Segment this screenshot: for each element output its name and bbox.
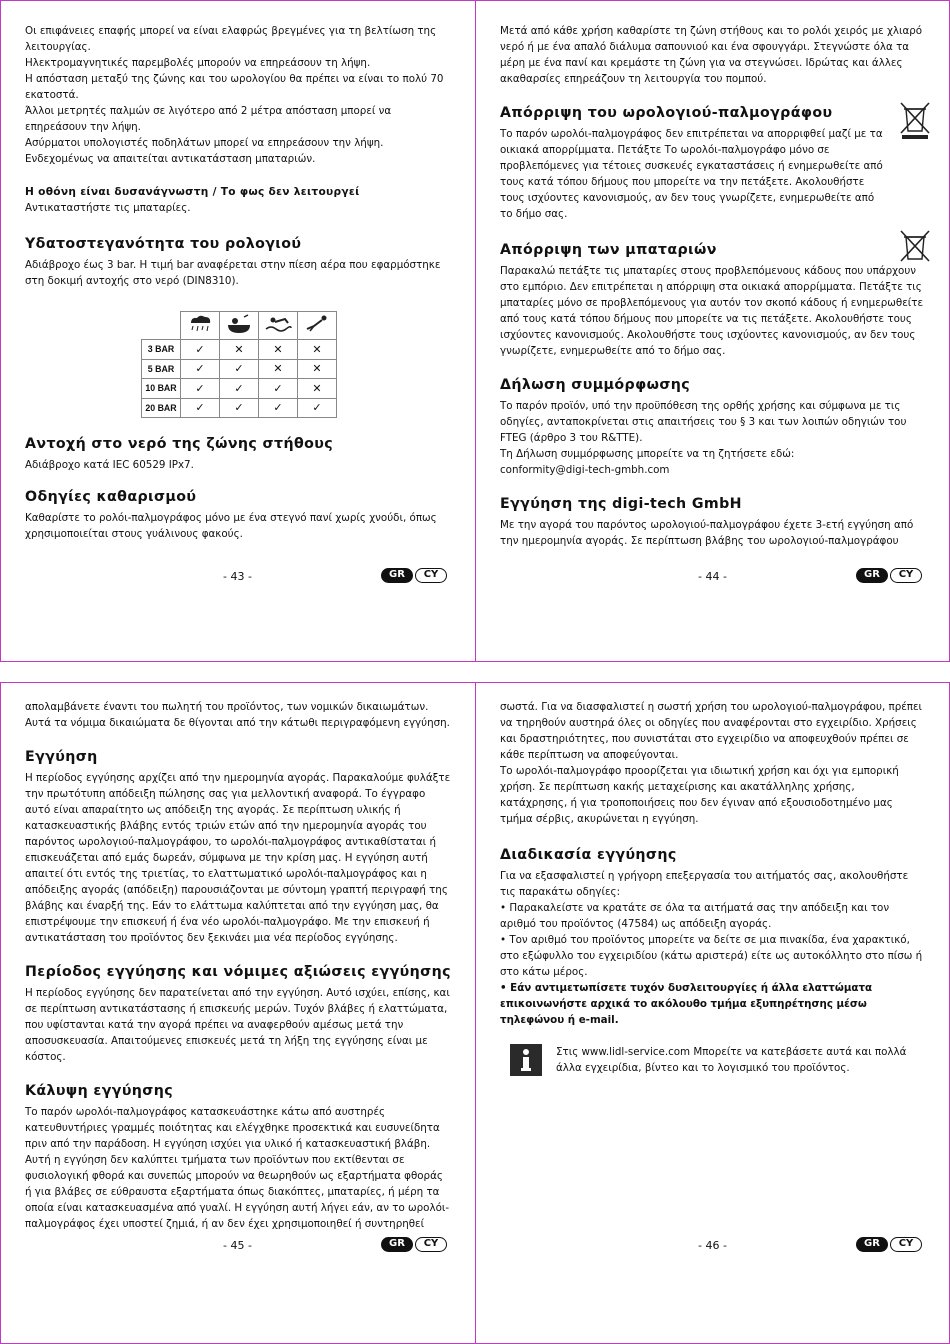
p44-para1: Μετά από κάθε χρήση καθαρίστε τη ζώνη στήθους και το ρολόι χειρός με χλιαρό νερό ή με ένα απαλό διάλυμα σαπουνιού και ένα σφουγγάρι. Στεγνώστε όλα τα μέρη με ένα πανί και κρεμάστε τη ζώνη για να στεγνώσει. Ιδρώτας και άλλες ακαθαρσίες επηρεάζουν τη λειτουργία του πομπού. [500, 25, 923, 85]
table-corner [142, 312, 181, 340]
crossed-bin-icon [897, 101, 933, 139]
warranty-heading: Εγγύηση [25, 749, 98, 765]
p43-para5: Ασύρματοι υπολογιστές ποδηλάτων μπορεί να επηρεάσουν την λήψη. [25, 137, 384, 149]
procedure-intro: Για να εξασφαλιστεί η γρήγορη επεξεργασία του αιτήματός σας, ακολουθήστε τις παρακάτω οδηγίες: [500, 870, 909, 898]
page-43 [0, 0, 475, 662]
swimming-icon [259, 312, 298, 340]
warranty-text: Με την αγορά του παρόντος ωρολογιού-παλμογράφου έχετε 3-ετή εγγύηση από την ημερομηνία αγοράς. Σε περίπτωση βλάβης του ωρολογιού-παλμογράφου [500, 519, 914, 547]
shower-icon [220, 312, 259, 340]
page-44 [475, 0, 950, 662]
water-text: Αδιάβροχο έως 3 bar. Η τιμή bar αναφέρεται στην πίεση αέρα που εφαρμόστηκε στη δοκιμή αντοχής στο νερό (DIN8310). [25, 259, 441, 287]
mark: ✕ [220, 340, 259, 360]
info-icon [510, 1044, 542, 1076]
badge-gr: GR [856, 568, 888, 583]
crossed-bin-battery-icon [897, 229, 933, 267]
badge-gr: GR [381, 1237, 413, 1252]
page-footer [1, 568, 475, 588]
table-row [142, 340, 337, 360]
mark: ✕ [259, 359, 298, 379]
belt-text: Αδιάβροχο κατά IEC 60529 IPx7. [25, 459, 194, 471]
mark: ✓ [181, 398, 220, 418]
p43-para6: Ενδεχομένως να απαιτείται αντικατάσταση μπαταριών. [25, 153, 316, 165]
mark: ✓ [220, 379, 259, 399]
coverage-heading: Κάλυψη εγγύησης [25, 1083, 174, 1099]
info-text: Στις www.lidl-service.com Μπορείτε να κατεβάσετε αυτά και πολλά άλλα εγχειρίδια, βίντεο και το λογισμικό του προϊόντος. [556, 1046, 907, 1074]
row-label: 10 BAR [142, 379, 181, 399]
badge-cy: CY [890, 1237, 922, 1252]
coverage-text: Το παρόν ωρολόι-παλμογράφος κατασκευάστηκε κάτω από αυστηρές κατευθυντήριες γραμμές ποιότητας και ελέγχθηκε προσεκτικά και ευσυνείδητα πριν από την παράδοση. Η εγγύηση ισχύει για υλικό ή κατασκευαστική βλάβη. Αυτή η εγγύηση δεν καλύπτει τμήματα των προϊόντων που εκτίθενται σε φυσιολογική φθορά και συνεπώς μπορούν να θεωρηθούν ως εξαρτήματα φθοράς ή για βλάβες σε εύθραυστα εξαρτήματα όπως διακόπτες, μπαταρίες, ή μέρη τα οποία είναι κατασκευασμένα από γυαλί. Η εγγύηση αυτή λήγει εάν, αν το ωρολόι-παλμογράφος έχει υποστεί ζημιά, ή αν δεν έχει χρησιμοποιηθεί ή συντηρηθεί [25, 1106, 450, 1230]
p46-para2: Το ωρολόι-παλμογράφο προορίζεται για ιδιωτική χρήση και όχι για εμπορική χρήση. Σε περίπτωση κακής μεταχείρισης και ακατάλληλης χρήσης, κατάχρησης, ή για τροποποιήσεις που δεν έγιναν από εξουσιοδοτημένο μας τμήμα σέρβις, ακυρώνεται η εγγύηση. [500, 765, 899, 825]
page-number: - 45 - [223, 1239, 252, 1252]
badge-cy: CY [890, 568, 922, 583]
warranty-heading: Εγγύηση της digi-tech GmbH [500, 496, 742, 512]
page-footer [1, 1237, 475, 1257]
mark: ✓ [259, 379, 298, 399]
page-number: - 46 - [698, 1239, 727, 1252]
mark: ✕ [298, 340, 337, 360]
table-row [142, 398, 337, 418]
procedure-heading: Διαδικασία εγγύησης [500, 847, 677, 863]
period-heading: Περίοδος εγγύησης και νόμιμες αξιώσεις εγγύησης [25, 964, 451, 980]
row-label: 5 BAR [142, 359, 181, 379]
mark: ✓ [220, 398, 259, 418]
page-number: - 44 - [698, 570, 727, 583]
conformity-email: conformity@digi-tech-gmbh.com [500, 464, 670, 476]
mark: ✓ [181, 340, 220, 360]
p43-para1: Οι επιφάνειες επαφής μπορεί να είναι ελαφρώς βρεγμένες για τη βελτίωση της λειτουργίας. [25, 25, 437, 53]
language-badges [856, 1237, 922, 1252]
conformity-text: Το παρόν προϊόν, υπό την προϋπόθεση της ορθής χρήσης και σύμφωνα με τις οδηγίες, ανταποκρίνεται στις απαιτήσεις του § 3 και των λοιπών οδηγιών του FTEG (άρθρο 3 του R&TTE). [500, 400, 907, 444]
belt-heading: Αντοχή στο νερό της ζώνης στήθους [25, 436, 334, 452]
display-heading: Η οθόνη είναι δυσανάγνωστη / Το φως δεν λειτουργεί [25, 186, 360, 198]
mark: ✓ [298, 398, 337, 418]
display-text: Αντικαταστήστε τις μπαταρίες. [25, 202, 191, 214]
page-46 [475, 682, 950, 1344]
conformity-request: Τη Δήλωση συμμόρφωσης μπορείτε να τη ζητήσετε εδώ: [500, 448, 795, 460]
badge-cy: CY [415, 568, 447, 583]
battery-text: Παρακαλώ πετάξτε τις μπαταρίες στους προβλεπόμενους κάδους που υπάρχουν στο εμπόριο. Δεν επιτρέπεται η απόρριψη στα οικιακά απορρίμματα. Πετάξτε τις μπαταρίες μόνο σε προβλεπόμενους για αυτόν τον σκοπό κάδους ή ενημερωθείτε από τους κατά τόπου δήμους που μπορείτε να τις πετάξετε. Ακολουθήστε τους ισχύοντες κανονισμούς. Ακολουθήστε τους ισχύοντες κανονισμούς, αν δεν τους γνωρίζετε, ενημερωθείτε από το δήμο σας. [500, 265, 924, 357]
page-footer [476, 568, 949, 588]
procedure-bullet-2: • Τον αριθμό του προϊόντος μπορείτε να δείτε σε μια πινακίδα, ένα χαρακτικό, στο εξώφυλλο του εγχειριδίου (κάτω αριστερά) είτε ως αυτοκόλλητο στο πίσω ή στο κάτω μέρος. [500, 934, 923, 978]
procedure-bullet-1: • Παρακαλείστε να κρατάτε σε όλα τα αιτήματά σας την απόδειξη και τον αριθμό του προϊόντος (47584) ως απόδειξη αγοράς. [500, 902, 890, 930]
water-heading: Υδατοστεγανότητα του ρολογιού [25, 236, 302, 252]
badge-gr: GR [856, 1237, 888, 1252]
mark: ✕ [298, 359, 337, 379]
language-badges [381, 1237, 447, 1252]
badge-cy: CY [415, 1237, 447, 1252]
row-label: 3 BAR [142, 340, 181, 360]
p43-para3: Η απόσταση μεταξύ της ζώνης και του ωρολογίου θα πρέπει να είναι το πολύ 70 εκατοστά. [25, 73, 444, 101]
mark: ✓ [220, 359, 259, 379]
period-text: Η περίοδος εγγύησης δεν παρατείνεται από την εγγύηση. Αυτό ισχύει, επίσης, και σε περίπτωση αντικατάστασης ή επισκευής μερών. Τυχόν βλάβες ή ελαττώματα, που υφίστανται κατά την αγορά πρέπει να αναφερθούν αμέσως μετά την αποσυσκευασία. Απαιτούμενες επισκευές μετά τη λήξη της εγγύησης είναι με κόστος. [25, 987, 450, 1063]
table-row [142, 359, 337, 379]
language-badges [381, 568, 447, 583]
clean-text: Καθαρίστε το ρολόι-παλμογράφος μόνο με ένα στεγνό πανί χωρίς χνούδι, όπως χρησιμοποιείται στους γυάλινους φακούς. [25, 512, 437, 540]
disposal-heading: Απόρριψη του ωρολογιού-παλμογράφου [500, 105, 833, 121]
mark: ✕ [298, 379, 337, 399]
page-footer [476, 1237, 949, 1257]
table-row [142, 379, 337, 399]
mark: ✓ [181, 359, 220, 379]
page-number: - 43 - [223, 570, 252, 583]
row-label: 20 BAR [142, 398, 181, 418]
p43-para2: Ηλεκτρομαγνητικές παρεμβολές μπορούν να επηρεάσουν τη λήψη. [25, 57, 371, 69]
procedure-bullet-3: • Εάν αντιμετωπίσετε τυχόν δυσλειτουργίες ή άλλα ελαττώματα επικοινωνήστε αρχικά το ακόλουθο τμήμα εξυπηρέτησης μέσω τηλεφώνου ή e-mail. [500, 982, 873, 1026]
p46-para1: σωστά. Για να διασφαλιστεί η σωστή χρήση του ωρολογιού-παλμογράφου, πρέπει να τηρηθούν αυστηρά όλες οι οδηγίες που αναφέρονται στο εγχειρίδιο. Χρήσεις και δραστηριότητες, που συνιστάται στο εγχειρίδιο να αποφευχθούν πρέπει σε κάθε περίπτωση να αποφεύγονται. [500, 701, 923, 761]
p43-para4: Άλλοι μετρητές παλμών σε λιγότερο από 2 μέτρα απόσταση μπορεί να επηρεάσουν την λήψη. [25, 105, 392, 133]
language-badges [856, 568, 922, 583]
battery-heading: Απόρριψη των μπαταριών [500, 242, 717, 258]
water-resistance-table [141, 311, 337, 418]
info-note [510, 1044, 925, 1076]
rain-icon [181, 312, 220, 340]
conformity-heading: Δήλωση συμμόρφωσης [500, 377, 691, 393]
mark: ✕ [259, 340, 298, 360]
diving-icon [298, 312, 337, 340]
mark: ✓ [259, 398, 298, 418]
page-45 [0, 682, 475, 1344]
clean-heading: Οδηγίες καθαρισμού [25, 489, 197, 505]
mark: ✓ [181, 379, 220, 399]
warranty-text: Η περίοδος εγγύησης αρχίζει από την ημερομηνία αγοράς. Παρακαλούμε φυλάξτε την πρωτότυπη απόδειξη πώλησης σας για μελλοντική αναφορά. Το έγγραφο αυτό είναι απαραίτητο ως απόδειξη της αγοράς. Σε περίπτωση υλικής ή κατασκευαστικής βλάβης εντός τριών ετών από την ημερομηνία αγοράς του παρόντος ωρολογιού-παλμογράφου, το ωρολόι-παλμογράφος αντικαθίσταται ή επισκευάζεται από εμάς δωρεάν, σύμφωνα με την κρίση μας. Η εγγύηση αυτή απαιτεί ότι εντός της τριετίας, το ελαττωματικό ωρολόι-παλμογράφος και η απόδειξης αγοράς (απόδειξη) παρουσιάζονται με σύντομη γραπτή περιγραφή της βλάβης και έναρξή της. Εάν το ελάττωμα καλύπτεται από την εγγύηση μας, θα επιστρέψουμε την επισκευή ή ένα νέο ωρολόι-παλμογράφο. Με την επισκευή ή αντικατάσταση του προϊόντος δεν ξεκινάει μια νέα περίοδος εγγύησης. [25, 772, 451, 944]
disposal-text: Το παρόν ωρολόι-παλμογράφος δεν επιτρέπεται να απορριφθεί μαζί με τα οικιακά απορρίμματα. Πετάξτε Το ωρολόι-παλμογράφο μόνο σε προβλεπόμενες για τέτοιες συσκευές εγκαταστάσεις ή ενημερωθείτε από τους κατά τόπου δήμους που μπορείτε να την πετάξετε. Ακολουθήστε τους ισχύοντες κανονισμούς, αν δεν τους γνωρίζετε, ενημερωθείτε από το δήμο σας. [500, 128, 883, 220]
p45-para1: απολαμβάνετε έναντι του πωλητή του προϊόντος, των νομικών δικαιωμάτων. Αυτά τα νόμιμα δικαιώματα δε θίγονται από την κάτωθι περιγραφόμενη εγγύηση. [25, 701, 450, 729]
badge-gr: GR [381, 568, 413, 583]
